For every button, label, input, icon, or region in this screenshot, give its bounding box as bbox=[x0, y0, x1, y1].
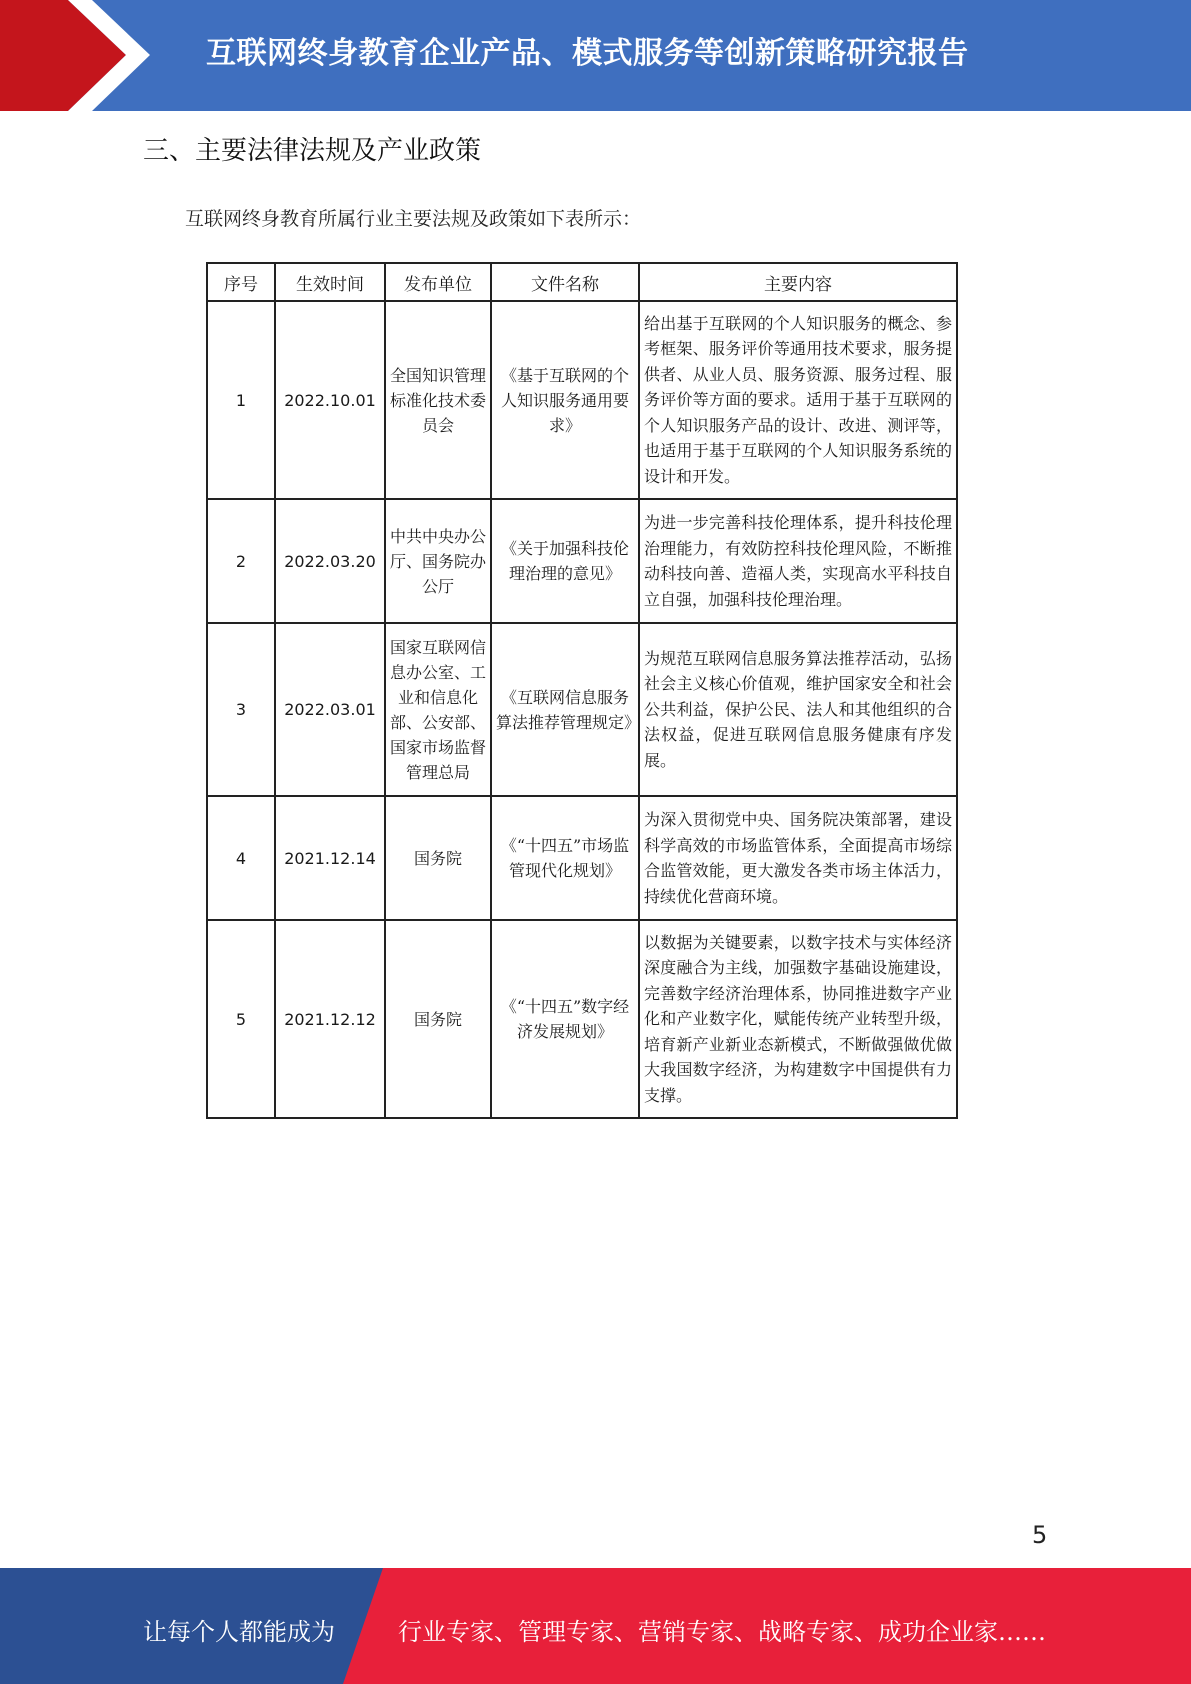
cell-date: 2022.10.01 bbox=[275, 301, 385, 499]
cell-date: 2021.12.14 bbox=[275, 796, 385, 920]
cell-content: 为深入贯彻党中央、国务院决策部署，建设科学高效的市场监管体系，全面提高市场综合监管效能，更大激发各类市场主体活力，持续优化营商环境。 bbox=[639, 796, 957, 920]
cell-doc: 《“十四五”数字经济发展规划》 bbox=[491, 920, 639, 1118]
cell-doc: 《基于互联网的个人知识服务通用要求》 bbox=[491, 301, 639, 499]
page-number: 5 bbox=[1032, 1521, 1048, 1549]
table-row bbox=[207, 623, 957, 796]
cell-doc: 《关于加强科技伦理治理的意见》 bbox=[491, 499, 639, 623]
cell-content: 为规范互联网信息服务算法推荐活动，弘扬社会主义核心价值观，维护国家安全和社会公共利益，保护公民、法人和其他组织的合法权益，促进互联网信息服务健康有序发展。 bbox=[639, 623, 957, 796]
cell-unit: 中共中央办公厅、国务院办公厅 bbox=[385, 499, 491, 623]
header-content: 主要内容 bbox=[639, 263, 957, 301]
cell-date: 2022.03.01 bbox=[275, 623, 385, 796]
cell-no: 4 bbox=[207, 796, 275, 920]
regulations-table-container bbox=[206, 262, 956, 1119]
header-date: 生效时间 bbox=[275, 263, 385, 301]
cell-date: 2021.12.12 bbox=[275, 920, 385, 1118]
cell-unit: 国务院 bbox=[385, 920, 491, 1118]
section-heading: 三、主要法律法规及产业政策 bbox=[143, 136, 482, 166]
footer-slogan-left: 让每个人都能成为 bbox=[143, 1618, 335, 1646]
cell-no: 1 bbox=[207, 301, 275, 499]
cell-unit: 国家互联网信息办公室、工业和信息化部、公安部、国家市场监督管理总局 bbox=[385, 623, 491, 796]
cell-doc: 《“十四五”市场监管现代化规划》 bbox=[491, 796, 639, 920]
cell-no: 3 bbox=[207, 623, 275, 796]
cell-unit: 全国知识管理标准化技术委员会 bbox=[385, 301, 491, 499]
cell-doc: 《互联网信息服务算法推荐管理规定》 bbox=[491, 623, 639, 796]
cell-content: 给出基于互联网的个人知识服务的概念、参考框架、服务评价等通用技术要求，服务提供者、从业人员、服务资源、服务过程、服务评价等方面的要求。适用于基于互联网的个人知识服务产品的设计、改进、测评等，也适用于基于互联网的个人知识服务系统的设计和开发。 bbox=[639, 301, 957, 499]
table-row bbox=[207, 796, 957, 920]
footer-banner bbox=[0, 1568, 1191, 1684]
intro-paragraph: 互联网终身教育所属行业主要法规及政策如下表所示： bbox=[185, 208, 642, 230]
footer-slogan-right: 行业专家、管理专家、营销专家、战略专家、成功企业家…… bbox=[398, 1618, 1046, 1646]
regulations-table bbox=[206, 262, 958, 1119]
table-row bbox=[207, 499, 957, 623]
table-header-row bbox=[207, 263, 957, 301]
table-row bbox=[207, 301, 957, 499]
cell-content: 为进一步完善科技伦理体系，提升科技伦理治理能力，有效防控科技伦理风险，不断推动科技向善、造福人类，实现高水平科技自立自强，加强科技伦理治理。 bbox=[639, 499, 957, 623]
table-row bbox=[207, 920, 957, 1118]
cell-no: 2 bbox=[207, 499, 275, 623]
header-unit: 发布单位 bbox=[385, 263, 491, 301]
header-no: 序号 bbox=[207, 263, 275, 301]
cell-content: 以数据为关键要素，以数字技术与实体经济深度融合为主线，加强数字基础设施建设，完善数字经济治理体系，协同推进数字产业化和产业数字化，赋能传统产业转型升级，培育新产业新业态新模式，不断做强做优做大我国数字经济，为构建数字中国提供有力支撑。 bbox=[639, 920, 957, 1118]
cell-date: 2022.03.20 bbox=[275, 499, 385, 623]
header-banner bbox=[0, 0, 1191, 111]
cell-unit: 国务院 bbox=[385, 796, 491, 920]
cell-no: 5 bbox=[207, 920, 275, 1118]
report-title: 互联网终身教育企业产品、模式服务等创新策略研究报告 bbox=[206, 36, 969, 71]
header-doc: 文件名称 bbox=[491, 263, 639, 301]
